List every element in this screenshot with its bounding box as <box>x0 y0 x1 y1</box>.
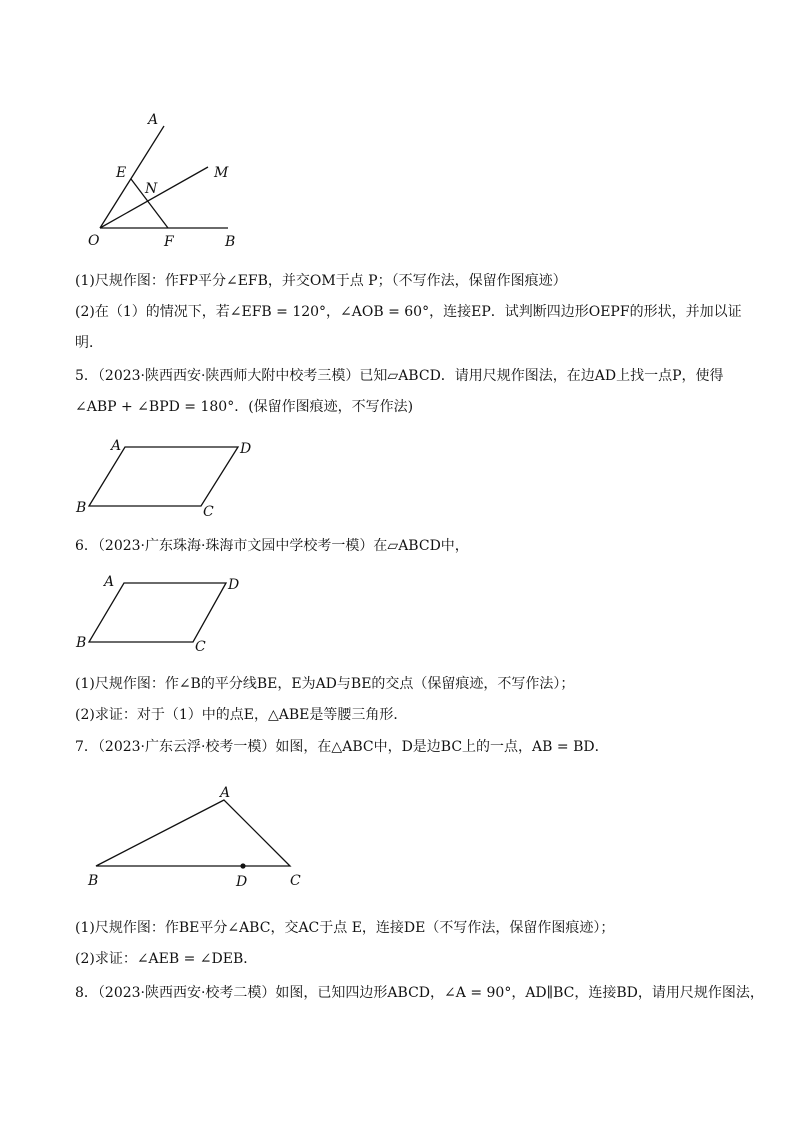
label-b: B <box>76 500 87 516</box>
label-b: B <box>76 635 87 651</box>
q4-part2-line2: 明． <box>75 335 103 351</box>
label-c: C <box>290 873 301 889</box>
q5-line1: 5．（2023·陕西西安·陕西师大附中校考三模）已知▱ABCD．请用尺规作图法，在边AD上找一点P，使得 <box>75 368 724 384</box>
label-a: A <box>148 112 159 128</box>
label-c: C <box>195 639 206 655</box>
ray-oa <box>100 126 164 228</box>
parallelogram-abcd <box>89 447 238 506</box>
label-a: A <box>111 438 122 454</box>
q7-line1: 7．（2023·广东云浮·校考一模）如图，在△ABC中，D是边BC上的一点，AB = BD． <box>75 739 609 755</box>
q7-part2: (2)求证：∠AEB = ∠DEB． <box>75 951 258 967</box>
label-e: E <box>116 165 127 181</box>
label-d: D <box>240 441 252 457</box>
label-o: O <box>88 233 100 249</box>
label-d: D <box>228 577 240 593</box>
label-d: D <box>236 874 248 890</box>
point-d <box>240 863 245 868</box>
label-m: M <box>214 165 229 181</box>
triangle-abc <box>96 800 290 866</box>
q5-line2: ∠ABP + ∠BPD = 180°．(保留作图痕迹，不写作法) <box>75 399 414 415</box>
figure-parallelogram-q6 <box>0 565 794 660</box>
q6-line1: 6．（2023·广东珠海·珠海市文园中学校考一模）在▱ABCD中， <box>75 538 469 554</box>
figure-parallelogram-q5 <box>0 430 794 520</box>
label-f: F <box>164 234 174 250</box>
figure-angle-aob <box>0 0 794 260</box>
q6-part1: (1)尺规作图：作∠B的平分线BE，E为AD与BE的交点（保留痕迹，不写作法）； <box>75 676 575 692</box>
label-b: B <box>225 234 236 250</box>
label-a: A <box>220 785 231 801</box>
q7-part1: (1)尺规作图：作BE平分∠ABC，交AC于点 E，连接DE（不写作法，保留作图痕迹）； <box>75 920 615 936</box>
parallelogram-abcd <box>89 583 226 642</box>
label-n: N <box>145 181 158 197</box>
label-b: B <box>88 873 99 889</box>
q4-part2-line1: (2)在（1）的情况下，若∠EFB = 120°，∠AOB = 60°，连接EP．试判断四边形OEPF的形状，并加以证 <box>75 304 742 320</box>
label-a: A <box>104 574 115 590</box>
q6-part2: (2)求证：对于（1）中的点E，△ABE是等腰三角形． <box>75 707 408 723</box>
q8-line1: 8．（2023·陕西西安·校考二模）如图，已知四边形ABCD，∠A = 90°，AD∥BC，连接BD，请用尺规作图法， <box>75 985 764 1001</box>
figure-triangle-abc <box>0 780 794 895</box>
q4-part1: (1)尺规作图：作FP平分∠EFB，并交OM于点 P；（不写作法，保留作图痕迹） <box>75 273 567 289</box>
label-c: C <box>203 504 214 520</box>
